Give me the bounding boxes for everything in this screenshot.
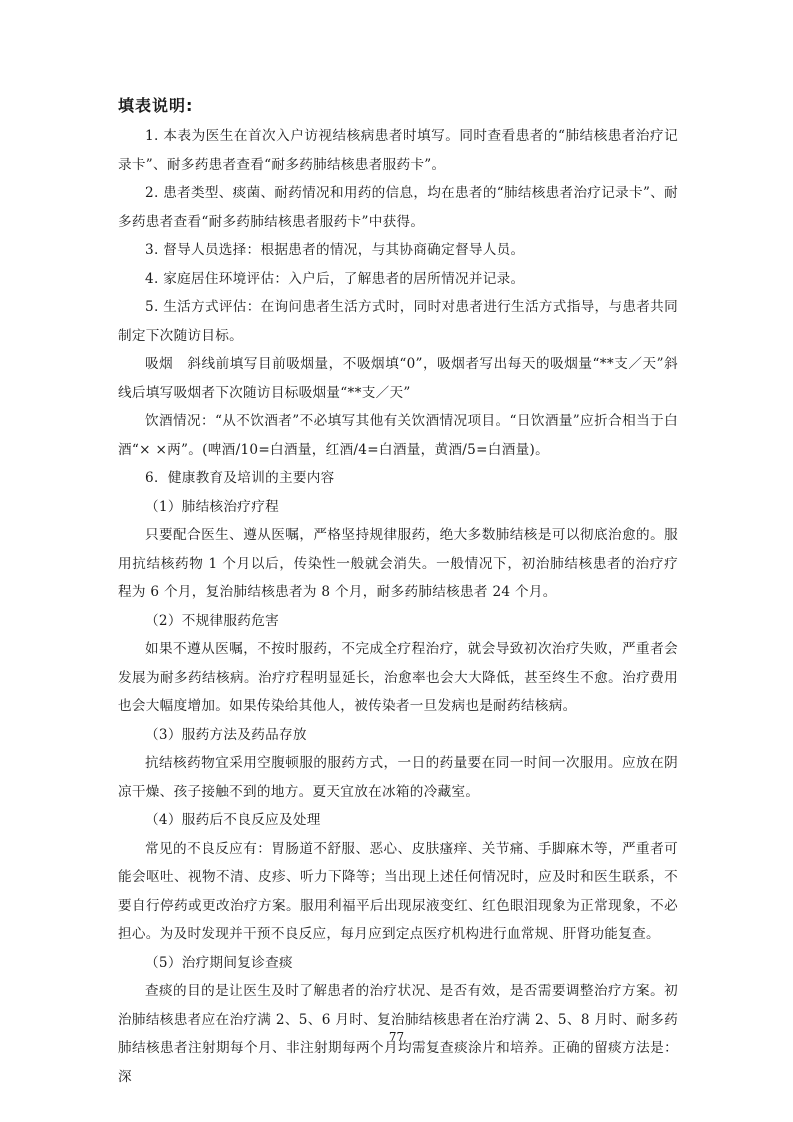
paragraph: 6．健康教育及培训的主要内容 (145, 470, 335, 486)
section-subheading: （4）服药后不良反应及处理 (145, 812, 321, 828)
paragraph: 1. 本表为医生在首次入户访视结核病患者时填写。同时查看患者的“肺结核患者治疗记录卡”、耐多药患者查看“耐多药肺结核患者服药卡”。 (118, 128, 678, 173)
paragraph: 吸烟 斜线前填写目前吸烟量，不吸烟填“0”，吸烟者写出每天的吸烟量“**支／天”斜线后填写吸烟者下次随访目标吸烟量“**支／天” (118, 356, 678, 401)
paragraph: 常见的不良反应有：胃肠道不舒服、恶心、皮肤瘙痒、关节痛、手脚麻木等，严重者可能会呕吐、视物不清、皮疹、听力下降等；当出现上述任何情况时，应及时和医生联系，不要自行停药或更改治疗方案。服用利福平后出现尿液变红、红色眼泪现象为正常现象，不必担心。为及时发现并干预不良反应，每月应到定点医疗机构进行血常规、肝肾功能复查。 (118, 840, 678, 942)
paragraph: 4. 家庭居住环境评估：入户后，了解患者的居所情况并记录。 (145, 270, 525, 287)
section-subheading: （3）服药方法及药品存放 (145, 726, 307, 743)
paragraph: 饮酒情况：“从不饮酒者”不必填写其他有关饮酒情况项目。“日饮酒量”应折合相当于白酒“× ×两”。(啤酒/10=白酒量，红酒/4=白酒量，黄酒/5=白酒量)。 (118, 413, 678, 458)
page-number: 77 (388, 1030, 405, 1044)
paragraph: 只要配合医生、遵从医嘱，严格坚持规律服药，绝大多数肺结核是可以彻底治愈的。服用抗结核药物 1 个月以后，传染性一般就会消失。一般情况下，初治肺结核患者的治疗疗程为 6 个月，复治肺结核患者为 8 个月，耐多药肺结核患者 24 个月。 (118, 527, 678, 600)
page-content (118, 96, 678, 1091)
section-subheading: （2）不规律服药危害 (145, 612, 279, 629)
section-subheading: （1）肺结核治疗疗程 (145, 498, 279, 515)
paragraph: 如果不遵从医嘱，不按时服药，不完成全疗程治疗，就会导致初次治疗失败，严重者会发展为耐多药结核病。治疗疗程明显延长，治愈率也会大大降低，甚至终生不愈。治疗费用也会大幅度增加。如果传染给其他人，被传染者一旦发病也是耐药结核病。 (118, 641, 678, 714)
section-subheading: （5）治疗期间复诊查痰 (145, 954, 293, 971)
paragraph: 查痰的目的是让医生及时了解患者的治疗状况、是否有效，是否需要调整治疗方案。初治肺结核患者应在治疗满 2、5、6 月时、复治肺结核患者在治疗满 2、5、8 月时、耐多药肺结核患者注射期每个月、非注射期每两个月均需复查痰涂片和培养。正确的留痰方法是：深 (118, 983, 678, 1085)
paragraph: 2. 患者类型、痰菌、耐药情况和用药的信息，均在患者的“肺结核患者治疗记录卡”、耐多药患者查看“耐多药肺结核患者服药卡”中获得。 (118, 185, 678, 230)
paragraph-list (118, 122, 678, 1091)
paragraph: 抗结核药物宜采用空腹顿服的服药方式，一日的药量要在同一时间一次服用。应放在阴凉干燥、孩子接触不到的地方。夏天宜放在冰箱的冷藏室。 (118, 755, 678, 800)
paragraph: 3. 督导人员选择：根据患者的情况，与其协商确定督导人员。 (145, 242, 525, 258)
paragraph: 5. 生活方式评估：在询问患者生活方式时，同时对患者进行生活方式指导，与患者共同制定下次随访目标。 (118, 299, 678, 344)
page-title: 填表说明: (118, 96, 194, 115)
